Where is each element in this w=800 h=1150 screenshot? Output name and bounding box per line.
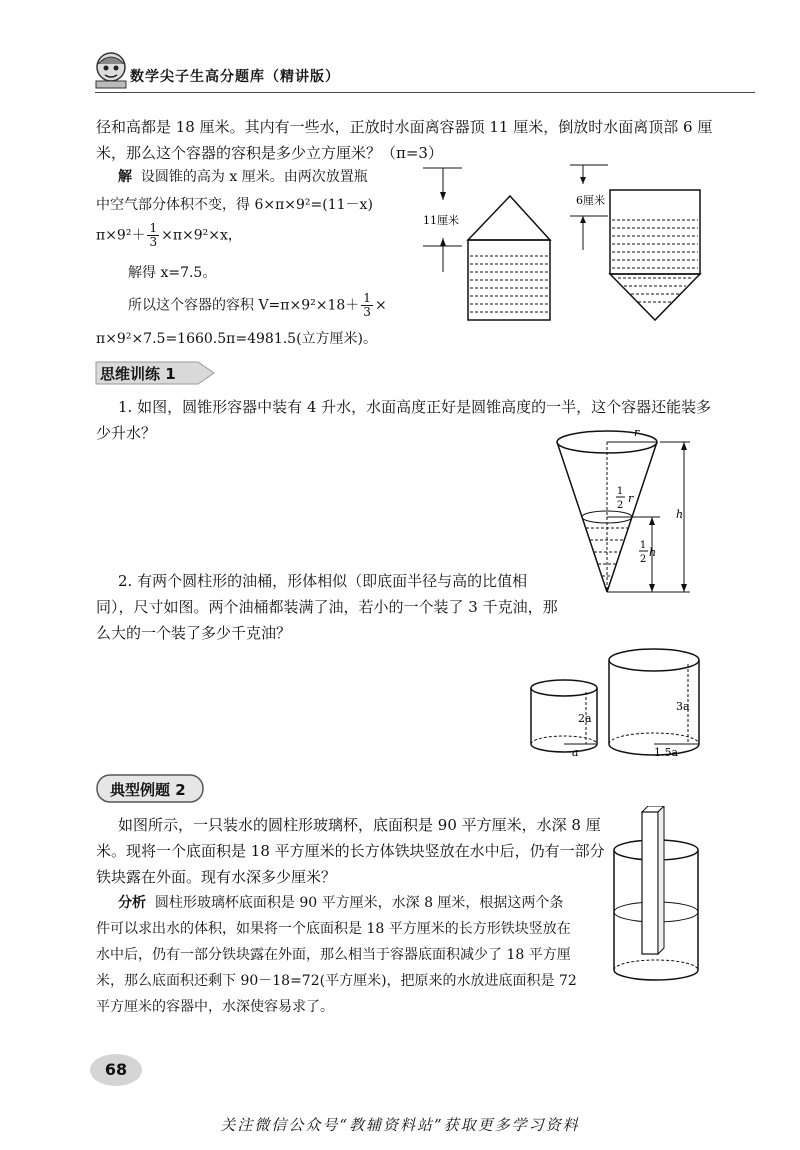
solution-text-5b: × <box>374 297 387 314</box>
page-number: 68 <box>104 1060 128 1079</box>
solution-text-1: 设圆锥的高为 x 厘米。由两次放置瓶 <box>140 169 368 185</box>
analysis-text-1: 圆柱形玻璃杯底面积是 90 平方厘米，水深 8 厘米，根据这两个条 <box>154 895 564 911</box>
half-r-num: 1 <box>616 486 624 497</box>
example-line-1: 如图所示，一只装水的圆柱形玻璃杯，底面积是 90 平方厘米，水深 8 厘 <box>118 816 601 834</box>
header-title: 数学尖子生高分题库（精讲版） <box>130 69 340 85</box>
footer-note: 关注微信公众号“教辅资料站”获取更多学习资料 <box>220 1116 580 1134</box>
analysis-line-4: 米，那么底面积还剩下 90－18=72(平方厘米)，把原来的水放进底面积是 72 <box>96 973 577 989</box>
example-line-2: 米。现将一个底面积是 18 平方厘米的长方体铁块竖放在水中后，仍有一部分 <box>96 842 605 860</box>
analysis-line-2: 件可以求出水的体积，如果将一个底面积是 18 平方厘米的长方形铁块竖放在 <box>96 921 571 937</box>
fraction-one-third: $\frac{1}{3}$ <box>149 221 158 249</box>
analysis-line-3: 水中后，仍有一部分铁块露在外面，那么相当于容器底面积减少了 18 平方厘 <box>96 947 571 963</box>
cone-figure <box>550 420 700 600</box>
solution-text-3a: π×9²＋ <box>96 227 146 244</box>
solution-line-4: 解得 x=7.5。 <box>128 265 217 281</box>
half-h-den: 2 <box>639 554 647 565</box>
small-cyl-height: 2a <box>578 712 592 725</box>
training-q1-line-1: 1. 如图，圆锥形容器中装有 4 升水，水面高度正好是圆锥高度的一半，这个容器还能装多 <box>118 398 712 416</box>
solution-line-5 <box>128 292 387 319</box>
training-q2-line-1: 2. 有两个圆柱形的油桶，形体相似（即底面半径与高的比值相 <box>118 572 528 590</box>
analysis-label: 分析 <box>118 895 146 911</box>
half-h-var: h <box>649 546 657 559</box>
solution-line-1 <box>118 164 368 190</box>
training-title: 思维训练 1 <box>100 365 176 383</box>
header-divider <box>95 92 755 93</box>
intro-line-1: 径和高都是 18 厘米。其内有一些水，正放时水面离容器顶 11 厘米，倒放时水面离顶部 6 厘 <box>96 118 713 136</box>
big-cyl-radius: 1.5a <box>654 746 679 759</box>
half-h-num: 1 <box>639 540 647 551</box>
container-figure <box>418 160 708 332</box>
intro-line-2: 米，那么这个容器的容积是多少立方厘米？（π=3） <box>96 144 443 162</box>
small-cyl-radius: a <box>572 746 579 759</box>
solution-line-3 <box>96 222 242 249</box>
cylinders-figure <box>526 640 706 762</box>
big-cyl-height: 3a <box>676 700 690 713</box>
solution-text-5a: 所以这个容器的容积 V=π×9²×18＋ <box>128 297 360 314</box>
right-height-label: 6厘米 <box>576 194 605 207</box>
solution-line-6: π×9²×7.5=1660.5π=4981.5(立方厘米)。 <box>96 331 378 347</box>
example-line-3: 铁块露在外面。现有水深多少厘米？ <box>96 868 337 886</box>
analysis-line-5: 平方厘米的容器中，水深使容易求了。 <box>96 999 334 1015</box>
left-height-label: 11厘米 <box>423 214 459 227</box>
solution-label: 解 <box>118 169 132 185</box>
analysis-line-1 <box>118 890 563 916</box>
fraction-one-third-2: $\frac{1}{3}$ <box>363 291 371 319</box>
training-q1-line-2: 少升水？ <box>96 424 157 442</box>
solution-text-3b: ×π×9²×x， <box>161 227 242 244</box>
cone-height-label: h <box>676 508 684 521</box>
mascot-logo-icon <box>92 50 130 90</box>
cone-radius-label: r <box>634 426 640 439</box>
training-q2-line-3: 么大的一个装了多少千克油？ <box>96 624 292 642</box>
half-r-var: r <box>628 492 634 505</box>
training-q2-line-2: 同），尺寸如图。两个油桶都装满了油，若小的一个装了 3 千克油，那 <box>96 598 558 616</box>
half-r-den: 2 <box>616 500 624 511</box>
glass-iron-figure <box>606 806 706 986</box>
solution-line-2: 中空气部分体积不变，得 6×π×9²=(11－x) <box>96 197 373 213</box>
example-title: 典型例题 2 <box>110 781 186 799</box>
